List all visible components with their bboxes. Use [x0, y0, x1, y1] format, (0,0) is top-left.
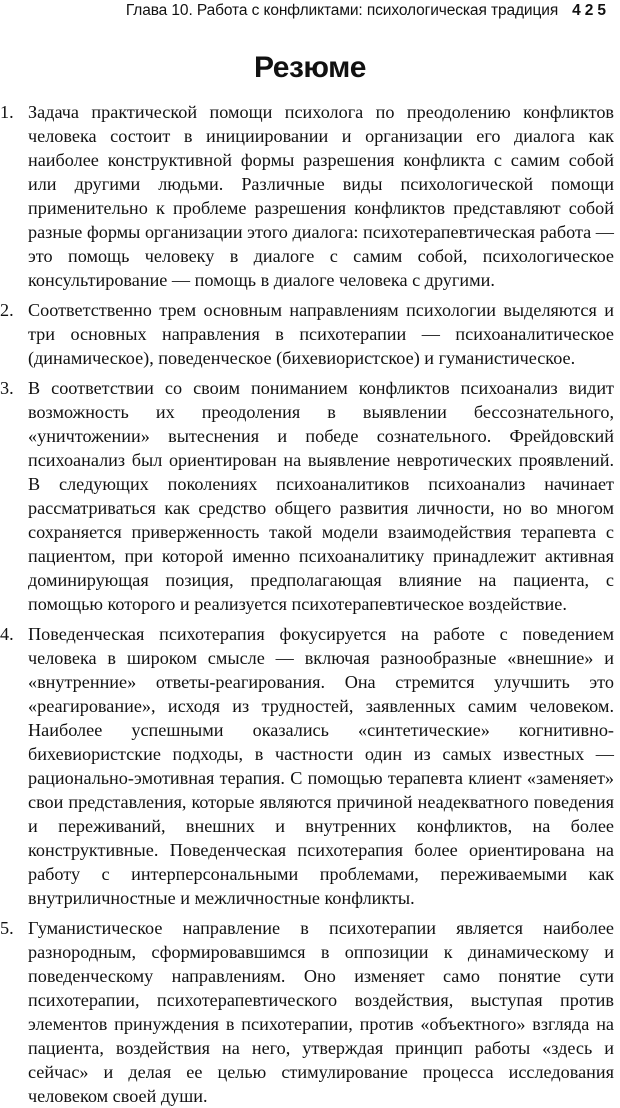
- item-text: Задача практической помощи психолога по преодолению конфликтов человека состоит в инициировании и организации его диалога как наиболее конструктивной формы разрешения конфликта с самим собой или другими людьми. Различные виды психологической помощи применительно к проблеме разрешения конфликтов представляют собой разные формы организации этого диалога: психотерапевтическая работа — это помощь человеку в диалоге с самим собой, психологическое консультирование — помощь в диалоге человека с другими.: [28, 102, 614, 290]
- summary-item: [0, 622, 620, 910]
- item-number: 4.: [0, 624, 14, 644]
- summary-item: [0, 100, 620, 292]
- summary-item: [0, 916, 620, 1108]
- running-header: [10, 0, 610, 30]
- item-text: Поведенческая психотерапия фокусируется на работе с поведением человека в широком смысле — включая разнообразные «внешние» и «внутренние» ответы-реагирования. Она стремится улучшить это «реагирование», исходя из трудностей, заявленных самим человеком. Наиболее успешными оказались «синтетические» когнитивно-бихевиористские подходы, в частности один из самых известных — рационально-эмотивная терапия. С помощью терапевта клиент «заменяет» свои представления, которые являются причиной неадекватного поведения и переживаний, внешних и внутренних конфликтов, на более конструктивные. Поведенческая психотерапия более ориентирована на работу с интерперсональными проблемами, переживаемыми как внутриличностные и межличностные конфликты.: [28, 624, 614, 908]
- item-number: 3.: [0, 378, 14, 398]
- item-text: Соответственно трем основным направлениям психологии выделяются и три основных направления в психотерапии — психоаналитическое (динамическое), поведенческое (бихевиористское) и гуманистическое.: [28, 300, 614, 368]
- item-number: 5.: [0, 918, 14, 938]
- summary-item: [0, 298, 620, 370]
- item-number: 2.: [0, 300, 14, 320]
- page-number: 425: [572, 2, 610, 19]
- item-text: Гуманистическое направление в психотерапии является наиболее разнородным, сформировавшимся в оппозиции к динамическому и поведенческому направлениям. Оно изменяет само понятие сути психотерапии, психотерапевтического воздействия, выступая против элементов принуждения в психотерапии, против «объектного» взгляда на пациента, воздействия на него, утверждая принцип работы «здесь и сейчас» и делая ее целью стимулирование процесса исследования человеком своей души.: [28, 918, 614, 1106]
- item-text: В соответствии со своим пониманием конфликтов психоанализ видит возможность их преодоления в выявлении бессознательного, «уничтожении» вытеснения и победе сознательного. Фрейдовский психоанализ был ориентирован на выявление невротических проявлений. В следующих поколениях психоаналитиков психоанализ начинает рассматриваться как средство общего развития личности, но во многом сохраняется приверженность такой модели взаимодействия терапевта с пациентом, при которой именно психоаналитику принадлежит активная доминирующая позиция, предполагающая влияние на пациента, с помощью которого и реализуется психотерапевтическое воздействие.: [28, 378, 614, 614]
- summary-item: [0, 376, 620, 616]
- summary-list: [0, 100, 620, 1108]
- section-heading: Резюме: [254, 51, 366, 84]
- chapter-title: Глава 10. Работа с конфликтами: психологическая традиция: [125, 2, 559, 19]
- item-number: 1.: [0, 102, 14, 122]
